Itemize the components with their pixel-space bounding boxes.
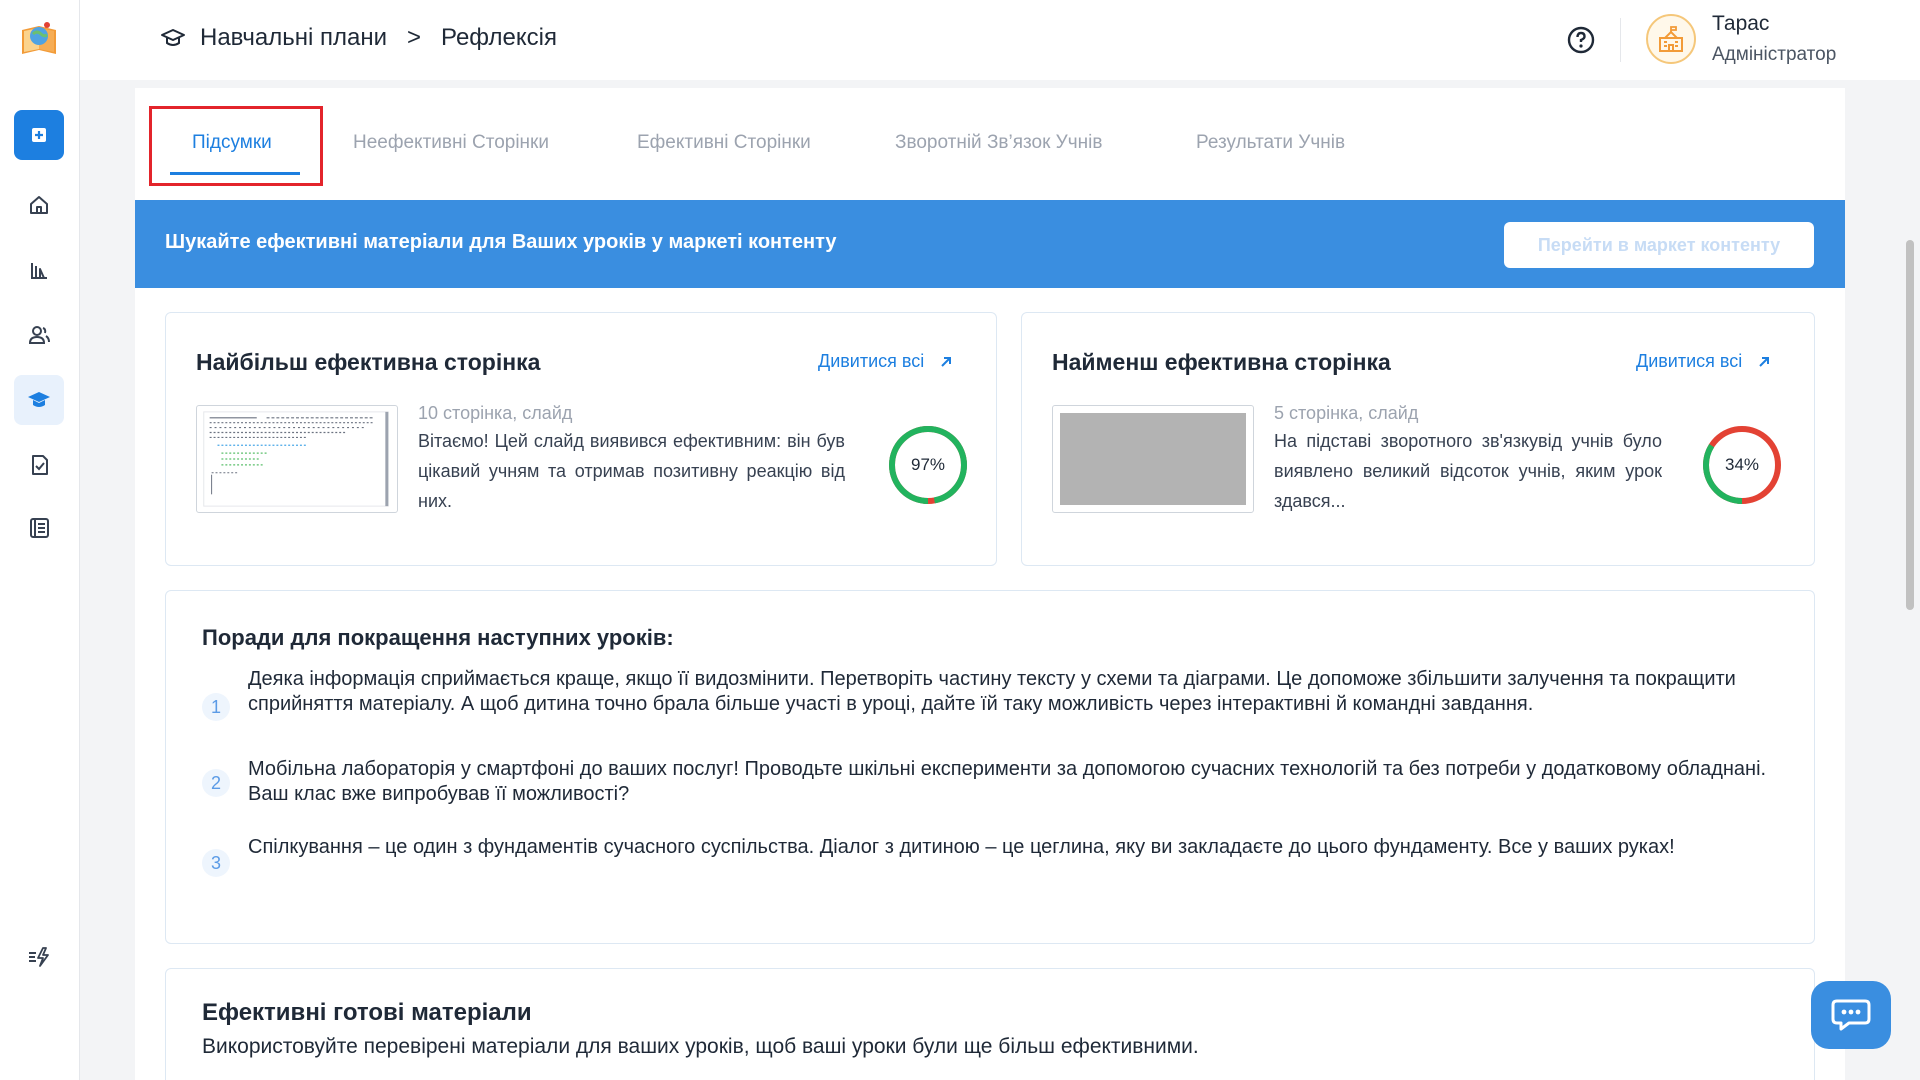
slide-description: На підставі зворотного зв'язкувід учнів було виявлено великий відсоток учнів, яким урок здався... bbox=[1274, 431, 1662, 511]
sidebar-item-library[interactable] bbox=[14, 503, 64, 553]
slide-thumbnail[interactable] bbox=[1052, 405, 1254, 513]
sidebar-item-users[interactable] bbox=[14, 310, 64, 360]
user-name[interactable]: Тарас bbox=[1712, 12, 1770, 35]
tab-ineffective-pages[interactable]: Неефективні Сторінки bbox=[353, 132, 549, 153]
tip-number: 3 bbox=[202, 849, 230, 877]
slide-thumbnail[interactable] bbox=[196, 405, 398, 513]
graduation-cap-outline-icon bbox=[160, 25, 186, 51]
breadcrumb-current: Рефлексія bbox=[441, 24, 557, 51]
tab-summary[interactable]: Підсумки bbox=[192, 132, 272, 153]
tip-text: Спілкування – це один з фундаментів сучасного суспільства. Діалог з дитиною – це цеглина, яку ви закладаєте до цього фундаменту. Все у ваших руках! bbox=[248, 836, 1675, 858]
donut-percent-label: 97% bbox=[910, 455, 946, 474]
see-all-link[interactable] bbox=[818, 351, 954, 372]
tab-student-results[interactable]: Результати Учнів bbox=[1196, 132, 1346, 153]
graduation-cap-icon bbox=[26, 387, 52, 413]
main-panel bbox=[135, 88, 1845, 1080]
donut-percent-label: 34% bbox=[1724, 455, 1760, 474]
tip-number: 1 bbox=[202, 693, 230, 721]
most-effective-card bbox=[165, 312, 997, 566]
chat-bubble-icon bbox=[1829, 995, 1873, 1035]
tip-item bbox=[202, 757, 1802, 817]
help-icon[interactable] bbox=[1565, 24, 1597, 56]
slide-meta: 5 сторінка, слайд bbox=[1274, 403, 1419, 423]
sidebar bbox=[0, 0, 80, 1080]
sidebar-item-tasks[interactable] bbox=[14, 440, 64, 490]
breadcrumb-separator: > bbox=[406, 24, 421, 51]
slide-meta: 10 сторінка, слайд bbox=[418, 403, 573, 423]
tips-title: Поради для покращення наступних уроків: bbox=[202, 625, 674, 650]
tab-student-feedback[interactable]: Зворотній Зв’язок Учнів bbox=[895, 132, 1103, 153]
app-logo-icon[interactable] bbox=[18, 18, 60, 60]
card-title: Найменш ефективна сторінка bbox=[1052, 349, 1391, 375]
users-icon bbox=[26, 322, 52, 348]
plus-square-icon bbox=[26, 122, 52, 148]
sidebar-item-quick-actions[interactable] bbox=[14, 932, 64, 982]
tip-item bbox=[202, 667, 1802, 747]
bar-chart-icon bbox=[26, 257, 52, 283]
arrow-up-right-icon bbox=[938, 354, 954, 370]
see-all-link[interactable] bbox=[1636, 351, 1772, 372]
breadcrumb bbox=[160, 24, 557, 52]
card-title: Найбільш ефективна сторінка bbox=[196, 349, 541, 375]
tab-effective-pages[interactable]: Ефективні Сторінки bbox=[637, 132, 811, 153]
effectiveness-donut bbox=[1702, 425, 1782, 505]
go-to-market-button[interactable]: Перейти в маркет контенту bbox=[1504, 222, 1814, 268]
school-building-icon bbox=[1656, 24, 1686, 54]
book-icon bbox=[26, 515, 52, 541]
effectiveness-donut bbox=[888, 425, 968, 505]
sidebar-item-curriculum[interactable] bbox=[14, 375, 64, 425]
slide-placeholder-image bbox=[1060, 413, 1246, 505]
arrow-up-right-icon bbox=[1756, 354, 1772, 370]
tabs bbox=[135, 88, 1845, 198]
highlight-box bbox=[149, 106, 323, 186]
least-effective-card bbox=[1021, 312, 1815, 566]
tip-text: Мобільна лабораторія у смартфоні до ваших послуг! Проводьте шкільні експерименти за допомогою сучасних технологій та без потреби у додатковому обладнані. Ваш клас вже випробував її можливості? bbox=[248, 758, 1767, 805]
home-icon bbox=[26, 192, 52, 218]
top-header bbox=[80, 0, 1920, 80]
tip-item bbox=[202, 835, 1802, 895]
see-all-label: Дивитися всі bbox=[1636, 351, 1743, 371]
sidebar-item-analytics[interactable] bbox=[14, 245, 64, 295]
header-divider bbox=[1620, 18, 1621, 62]
avatar[interactable] bbox=[1646, 14, 1696, 64]
materials-card bbox=[165, 968, 1815, 1080]
document-check-icon bbox=[26, 452, 52, 478]
slide-preview-image bbox=[197, 406, 397, 512]
lightning-list-icon bbox=[26, 944, 52, 970]
banner-text: Шукайте ефективні матеріали для Ваших уроків у маркеті контенту bbox=[165, 231, 837, 253]
chat-button[interactable] bbox=[1811, 981, 1891, 1049]
sidebar-item-home[interactable] bbox=[14, 180, 64, 230]
user-role: Адміністратор bbox=[1712, 44, 1837, 65]
materials-title: Ефективні готові матеріали bbox=[202, 999, 532, 1026]
tip-text: Деяка інформація сприймається краще, якщо її видозмінити. Перетворіть частину тексту у схеми та діаграми. Це допоможе збільшити залучення та покращити сприйняття матеріалу. А щоб дитина точно брала більше участі в уроці, дайте їй таку можливість через інтерактивні й командні завдання. bbox=[248, 668, 1736, 715]
see-all-label: Дивитися всі bbox=[818, 351, 925, 371]
breadcrumb-root[interactable]: Навчальні плани bbox=[200, 24, 387, 51]
slide-description: Вітаємо! Цей слайд виявився ефективним: він був цікавий учням та отримав позитивну реакцію від них. bbox=[418, 431, 845, 511]
tip-number: 2 bbox=[202, 769, 230, 797]
materials-subtitle: Використовуйте перевірені матеріали для ваших уроків, щоб ваші уроки були ще більш ефективними. bbox=[202, 1035, 1199, 1058]
add-button[interactable] bbox=[14, 110, 64, 160]
tips-card bbox=[165, 590, 1815, 944]
market-banner bbox=[135, 200, 1845, 288]
scrollbar[interactable] bbox=[1906, 240, 1914, 610]
